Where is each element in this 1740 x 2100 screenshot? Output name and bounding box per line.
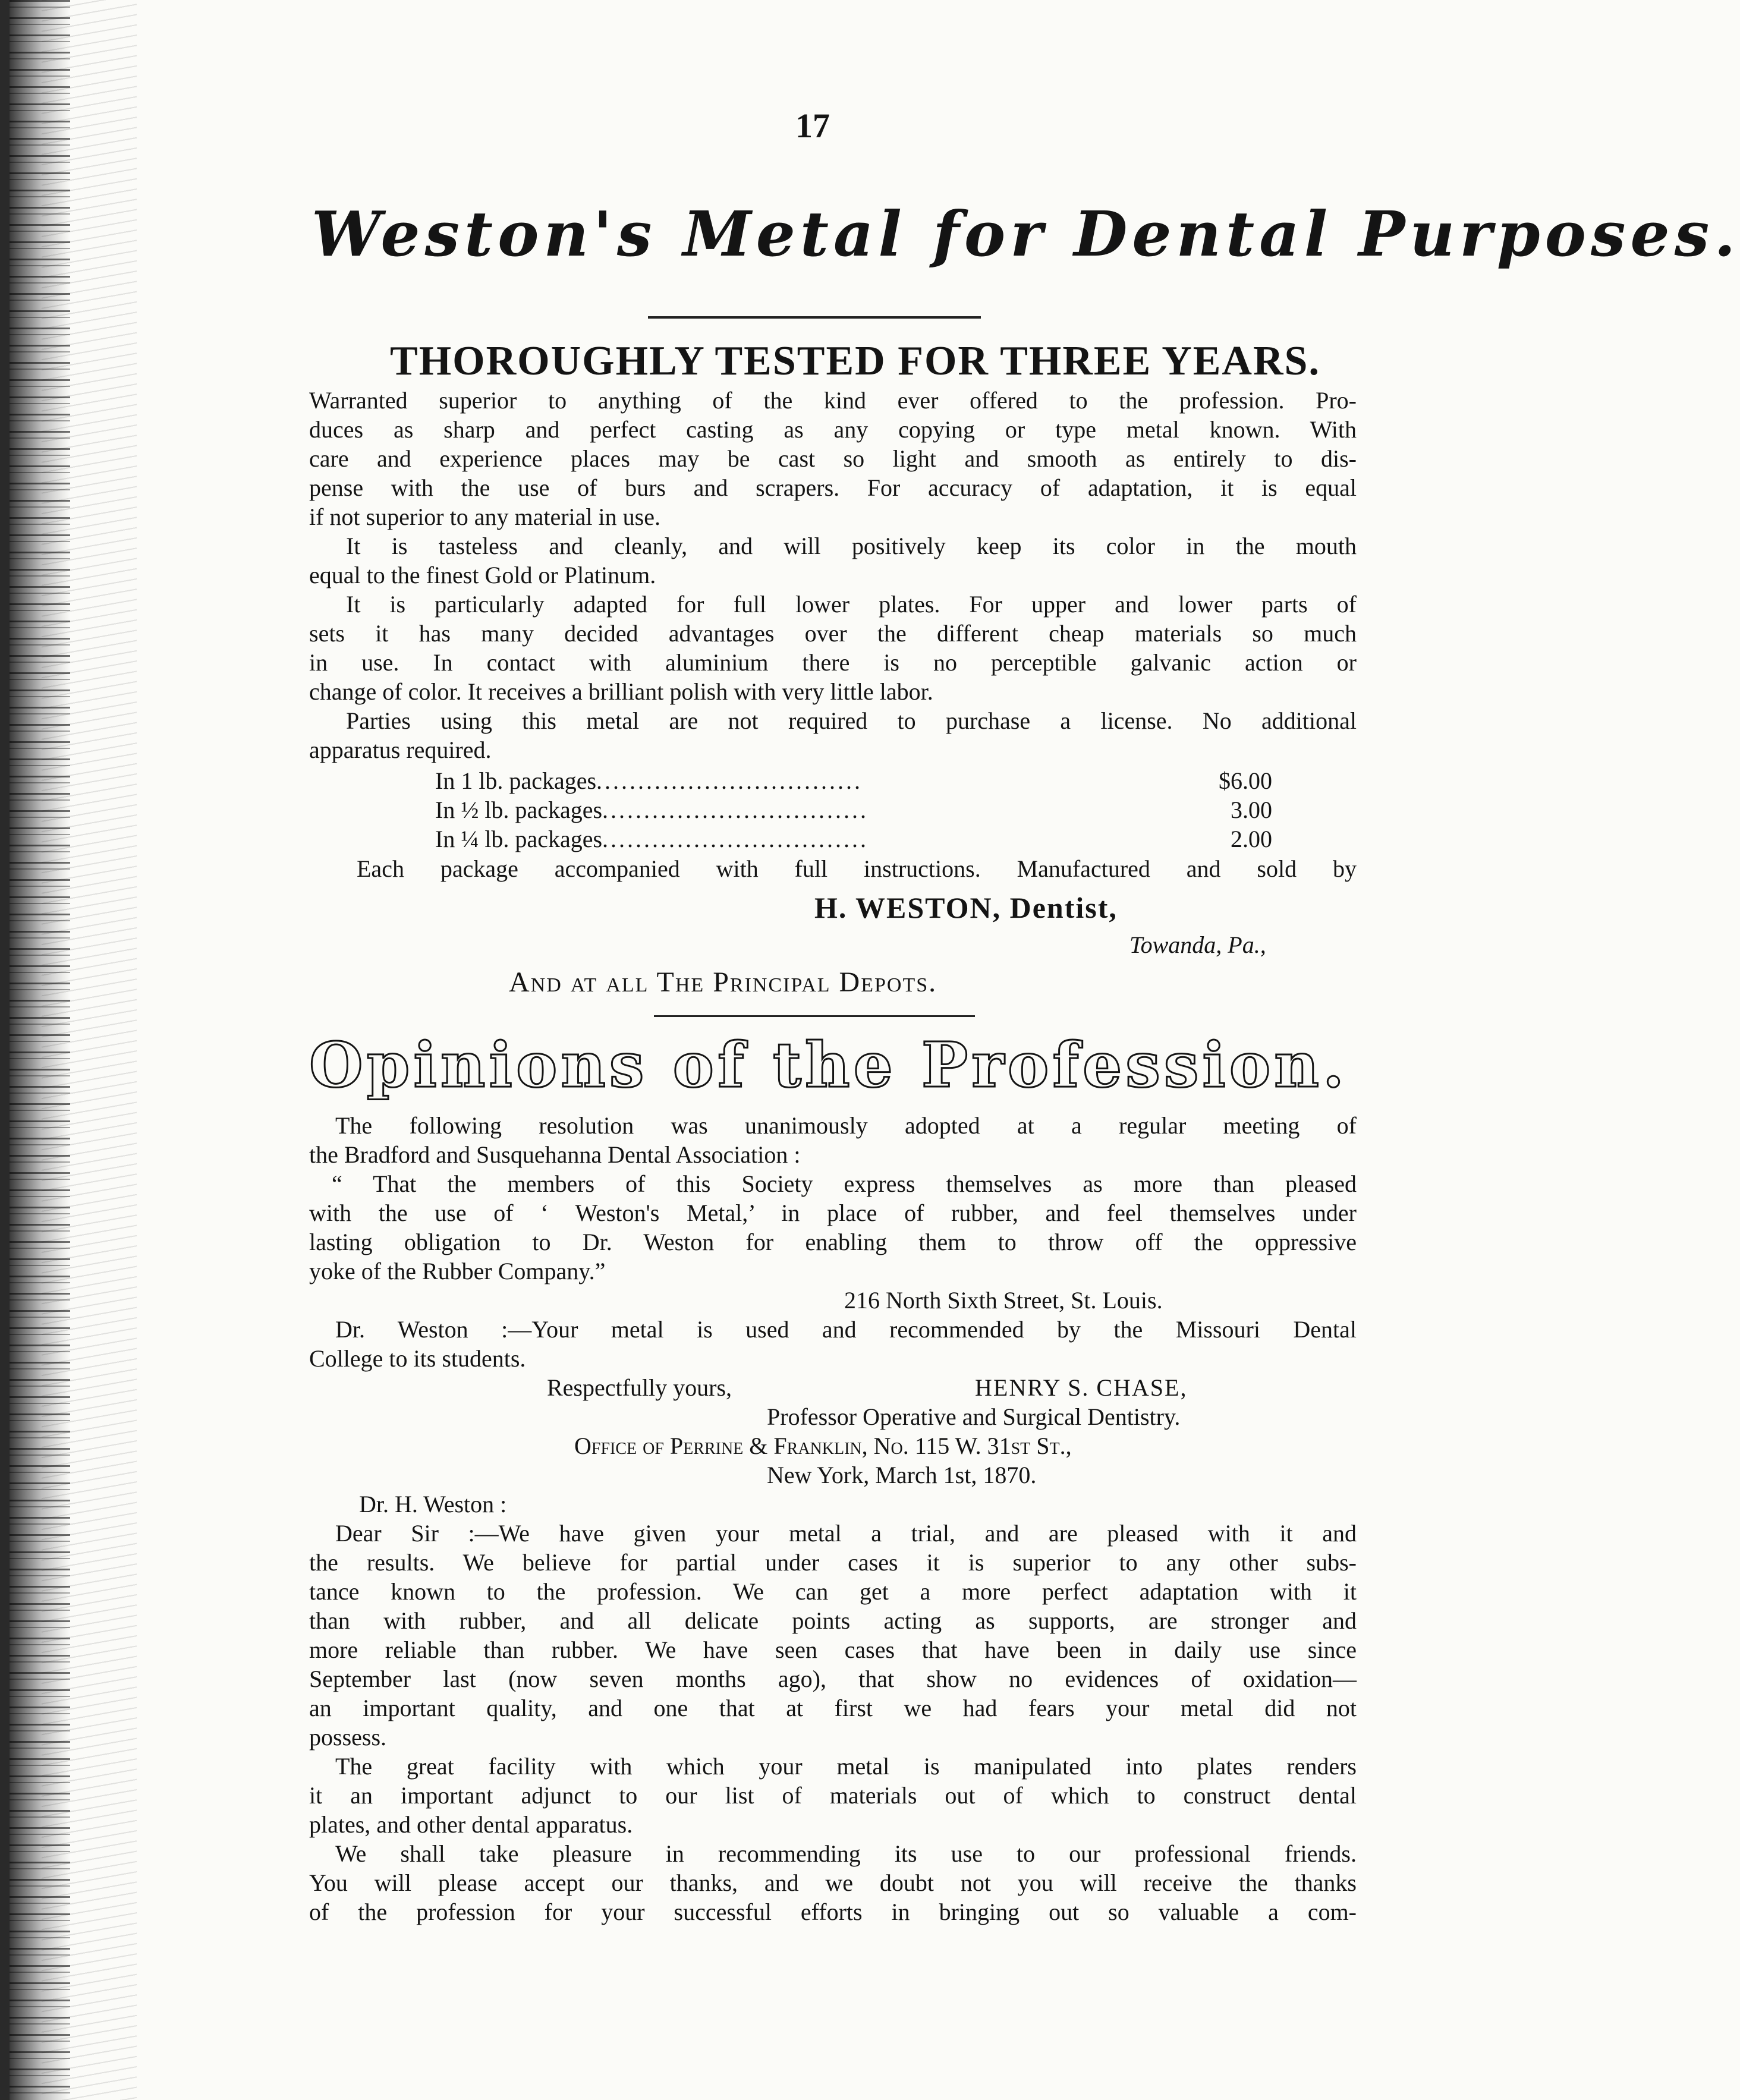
- letter-line: of the profession for your successful efforts in bringing out so valuable a com-: [309, 1898, 1357, 1925]
- scan-noise: [42, 0, 137, 2100]
- price-label: In ½ lb. packages: [435, 796, 603, 823]
- letter-line: You will please accept our thanks, and we doubt not you will receive the thanks: [309, 1869, 1357, 1896]
- intro-line: apparatus required.: [309, 736, 492, 763]
- resolution-line: The following resolution was unanimously adopted at a regular meeting of: [335, 1112, 1357, 1139]
- page-title: Weston's Metal for Dental Purposes.: [311, 197, 1740, 270]
- intro-line: equal to the finest Gold or Platinum.: [309, 562, 656, 588]
- intro-line: It is tasteless and cleanly, and will positively keep its color in the mouth: [346, 533, 1357, 559]
- letter-line: the results. We believe for partial under cases it is superior to any other subs-: [309, 1549, 1357, 1576]
- resolution-line: lasting obligation to Dr. Weston for enabling them to throw off the oppressive: [309, 1229, 1357, 1255]
- price-value: $6.00: [1219, 767, 1272, 794]
- perrine-date: New York, March 1st, 1870.: [767, 1462, 1037, 1488]
- intro-line: It is particularly adapted for full lower plates. For upper and lower parts of: [346, 591, 1357, 618]
- letter-line: an important quality, and one that at first we had fears your metal did not: [309, 1695, 1357, 1721]
- letter-line: more reliable than rubber. We have seen cases that have been in daily use since: [309, 1636, 1357, 1663]
- intro-line: change of color. It receives a brilliant polish with very little labor.: [309, 678, 933, 705]
- price-label: In 1 lb. packages: [435, 767, 597, 794]
- letter-line: tance known to the profession. We can get a more perfect adaptation with it: [309, 1578, 1357, 1605]
- resolution-line: “ That the members of this Society express themselves as more than pleased: [332, 1170, 1357, 1197]
- subtitle: THOROUGHLY TESTED FOR THREE YEARS.: [390, 338, 1320, 384]
- intro-line: Warranted superior to anything of the kind ever offered to the profession. Pro-: [309, 387, 1357, 414]
- letter-line: plates, and other dental apparatus.: [309, 1811, 633, 1838]
- chase-line: College to its students.: [309, 1345, 526, 1372]
- page-number: 17: [795, 106, 830, 145]
- price-row: [435, 768, 863, 794]
- letter-line: it an important adjunct to our list of materials out of which to construct dental: [309, 1782, 1357, 1809]
- resolution-line: with the use of ‘ Weston's Metal,’ in place of rubber, and feel themselves under: [309, 1199, 1357, 1226]
- maker-name: H. WESTON, Dentist,: [814, 891, 1118, 924]
- package-note: Each package accompanied with full instructions. Manufactured and sold by: [357, 855, 1357, 882]
- intro-line: duces as sharp and perfect casting as any copying or type metal known. With: [309, 416, 1357, 443]
- intro-line: care and experience places may be cast so light and smooth as entirely to dis-: [309, 445, 1357, 472]
- chase-name: HENRY S. CHASE,: [975, 1374, 1188, 1401]
- letter-line: The great facility with which your metal is manipulated into plates renders: [335, 1753, 1357, 1780]
- price-label: In ¼ lb. packages: [435, 826, 603, 852]
- letter-line: Dear Sir :—We have given your metal a trial, and are pleased with it and: [335, 1520, 1357, 1547]
- letter-line: September last (now seven months ago), that show no evidences of oxidation—: [309, 1665, 1357, 1692]
- chase-line: Dr. Weston :—Your metal is used and recommended by the Missouri Dental: [335, 1316, 1357, 1343]
- chase-title: Professor Operative and Surgical Dentistry.: [767, 1403, 1181, 1430]
- letter-line: than with rubber, and all delicate points acting as supports, are stronger and: [309, 1607, 1357, 1634]
- depots-line: And at all The Principal Depots.: [509, 966, 937, 998]
- intro-line: Parties using this metal are not required to purchase a license. No additional: [346, 707, 1357, 734]
- price-value: 2.00: [1231, 826, 1272, 852]
- chase-address: 216 North Sixth Street, St. Louis.: [844, 1287, 1163, 1314]
- price-leaders: ................................: [602, 796, 869, 823]
- price-leaders: ................................: [596, 767, 863, 794]
- intro-line: pense with the use of burs and scrapers. For accuracy of adaptation, it is equal: [309, 474, 1357, 501]
- resolution-line: the Bradford and Susquehanna Dental Association :: [309, 1141, 801, 1168]
- perrine-salutation: Dr. H. Weston :: [359, 1491, 507, 1517]
- price-leaders: ................................: [602, 826, 869, 852]
- intro-line: in use. In contact with aluminium there is no perceptible galvanic action or: [309, 649, 1357, 676]
- intro-line: if not superior to any material in use.: [309, 503, 660, 530]
- price-row: [435, 826, 869, 852]
- price-row: [435, 797, 869, 823]
- letter-line: possess.: [309, 1724, 387, 1750]
- resolution-line: yoke of the Rubber Company.”: [309, 1258, 606, 1284]
- chase-closing: Respectfully yours,: [547, 1374, 732, 1401]
- perrine-office: Office of Perrine & Franklin, No. 115 W. 31st St.,: [574, 1432, 1072, 1459]
- title-rule: [648, 316, 981, 319]
- letter-line: We shall take pleasure in recommending its use to our professional friends.: [335, 1840, 1357, 1867]
- section-rule: [654, 1015, 975, 1017]
- intro-line: sets it has many decided advantages over the different cheap materials so much: [309, 620, 1357, 647]
- maker-place: Towanda, Pa.,: [1129, 931, 1266, 958]
- price-value: 3.00: [1231, 796, 1272, 823]
- opinions-heading: Opinions of the Profession.: [309, 1028, 1348, 1101]
